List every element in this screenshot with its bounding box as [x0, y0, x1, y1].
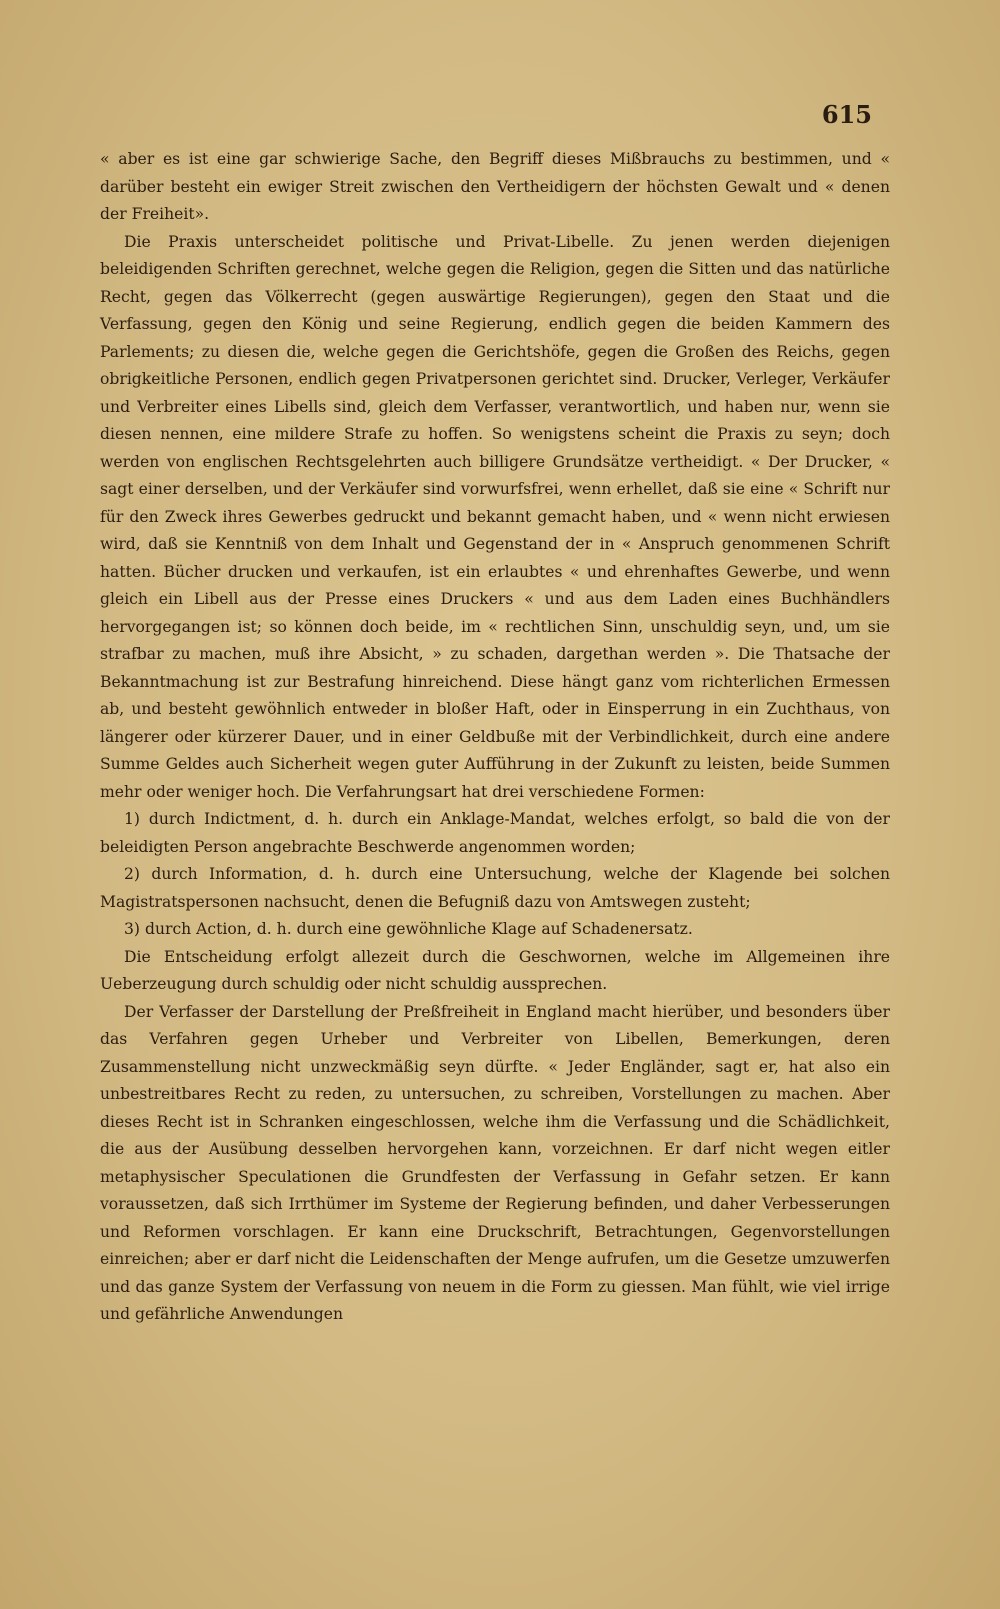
list-item-indictment: 1) durch Indictment, d. h. durch ein Anklage-Mandat, welches erfolgt, so bald die von der beleidigten Person angebrachte Beschwerde angenommen worden; [100, 810, 890, 856]
paragraph-quote-continuation: « aber es ist eine gar schwierige Sache, den Begriff dieses Mißbrauchs zu bestimmen, und « darüber besteht ein ewiger Streit zwischen den Vertheidigern der höchsten Gewalt und « denen der Freiheit». [100, 150, 890, 223]
paragraph-decision: Die Entscheidung erfolgt allezeit durch die Geschwornen, welche im Allgemeinen ihre Ueberzeugung durch schuldig oder nicht schuldig aussprechen. [100, 947, 890, 993]
body-text [100, 146, 890, 1329]
list-item-action: 3) durch Action, d. h. durch eine gewöhnliche Klage auf Schadenersatz. [124, 920, 693, 938]
page-number: 615 [821, 100, 872, 129]
list-item-information: 2) durch Information, d. h. durch eine Untersuchung, welche der Klagende bei solchen Magistratspersonen nachsucht, denen die Befugniß dazu von Amtswegen zusteht; [100, 865, 890, 911]
paragraph-author-remarks: Der Verfasser der Darstellung der Preßfreiheit in England macht hierüber, und besonders über das Verfahren gegen Urheber und Verbreiter von Libellen, Bemerkungen, deren Zusammenstellung nicht unzweckmäßig seyn dürfte. « Jeder Engländer, sagt er, hat also ein unbestreitbares Recht zu reden, zu untersuchen, zu schreiben, Vorstellungen zu machen. Aber dieses Recht ist in Schranken eingeschlossen, welche ihm die Verfassung und die Schädlichkeit, die aus der Ausübung desselben hervorgehen kann, vorzeichnen. Er darf nicht wegen eitler metaphysischer Speculationen die Grundfesten der Verfassung in Gefahr setzen. Er kann voraussetzen, daß sich Irrthümer im Systeme der Regierung befinden, und daher Verbesserungen und Reformen vorschlagen. Er kann eine Druckschrift, Betrachtungen, Gegenvorstellungen einreichen; aber er darf nicht die Leidenschaften der Menge aufrufen, um die Gesetze umzuwerfen und das ganze System der Verfassung von neuem in die Form zu giessen. Man fühlt, wie viel irrige und gefährliche Anwendungen [100, 1002, 890, 1323]
paragraph-libel-types: Die Praxis unterscheidet politische und Privat-Libelle. Zu jenen werden diejenigen beleidigenden Schriften gerechnet, welche gegen die Religion, gegen die Sitten und das natürliche Recht, gegen das Völkerrecht (gegen auswärtige Regierungen), gegen den Staat und die Verfassung, gegen den König und seine Regierung, endlich gegen die beiden Kammern des Parlements; zu diesen die, welche gegen die Gerichtshöfe, gegen die Großen des Reichs, gegen obrigkeitliche Personen, endlich gegen Privatpersonen gerichtet sind. Drucker, Verleger, Verkäufer und Verbreiter eines Libells sind, gleich dem Verfasser, verantwortlich, und haben nur, wenn sie diesen nennen, eine mildere Strafe zu hoffen. So wenigstens scheint die Praxis zu seyn; doch werden von englischen Rechtsgelehrten auch billigere Grundsätze vertheidigt. « Der Drucker, « sagt einer derselben, und der Verkäufer sind vorwurfsfrei, wenn erhellet, daß sie eine « Schrift nur für den Zweck ihres Gewerbes gedruckt und bekannt gemacht haben, und « wenn nicht erwiesen wird, daß sie Kenntniß von dem Inhalt und Gegenstand der in « Anspruch genommenen Schrift hatten. Bücher drucken und verkaufen, ist ein erlaubtes « und ehrenhaftes Gewerbe, und wenn gleich ein Libell aus der Presse eines Druckers « und aus dem Laden eines Buchhändlers hervorgegangen ist; so können doch beide, im « rechtlichen Sinn, unschuldig seyn, und, um sie strafbar zu machen, muß ihre Absicht, » zu schaden, dargethan werden ». Die Thatsache der Bekanntmachung ist zur Bestrafung hinreichend. Diese hängt ganz vom richterlichen Ermessen ab, und besteht gewöhnlich entweder in bloßer Haft, oder in Einsperrung in ein Zuchthaus, von längerer oder kürzerer Dauer, und in einer Geldbuße mit der Verbindlichkeit, durch eine andere Summe Geldes auch Sicherheit wegen guter Aufführung in der Zukunft zu leisten, beide Summen mehr oder weniger hoch. Die Verfahrungsart hat drei verschiedene Formen: [100, 232, 890, 801]
